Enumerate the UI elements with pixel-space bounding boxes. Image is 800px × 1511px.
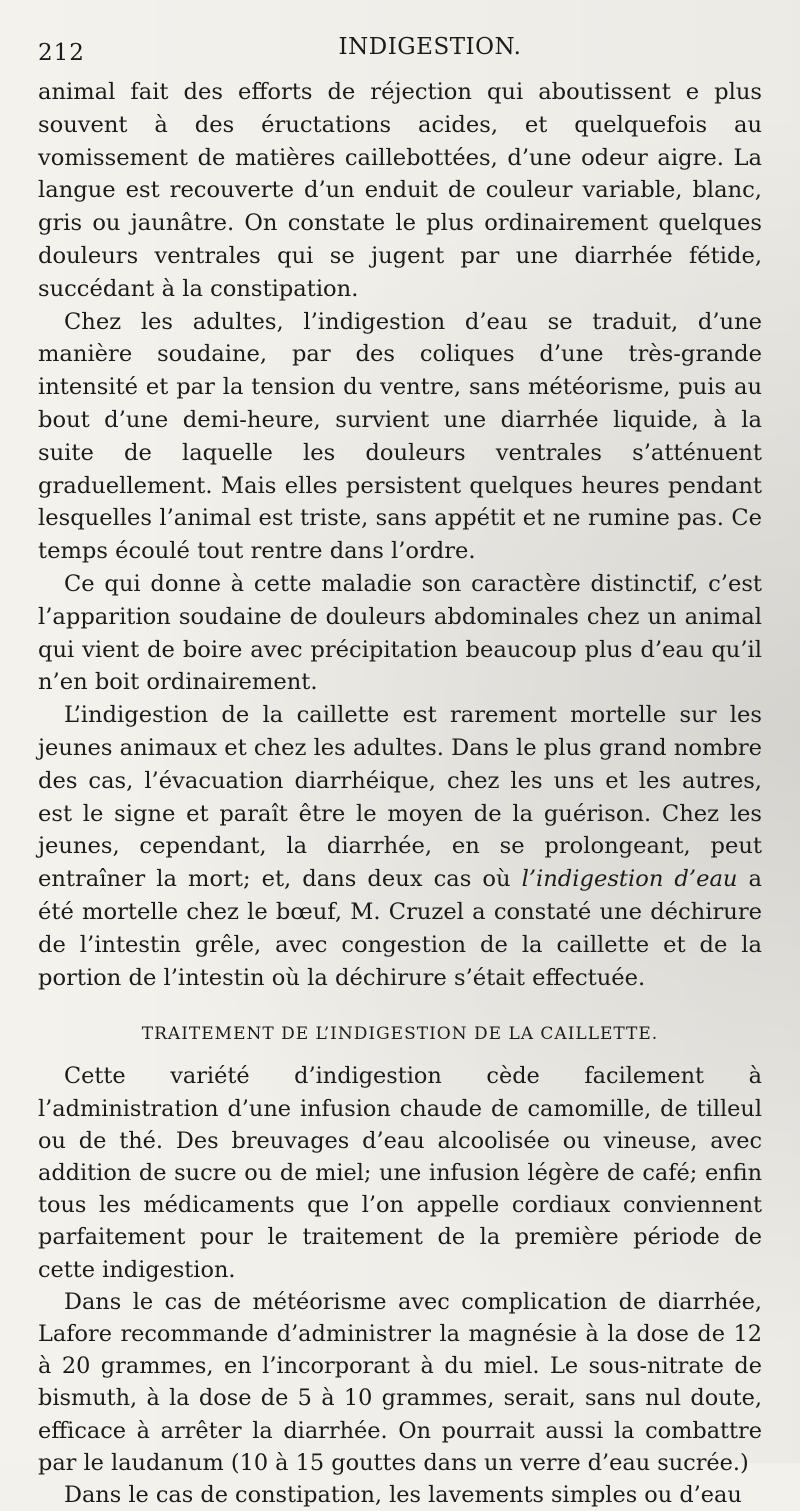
- paragraph-4-part-1: L’indigestion de la caillette est rarement mortelle sur les jeunes animaux et chez les adultes. Dans le plus grand nombre des cas, l’évacuation diarrhéique, chez les uns et les autres, est le signe et paraît être le moyen de la guérison. Chez les jeunes, cependant, la diarrhée, en se prolongeant, peut entraîner la mort; et, dans deux cas où: [38, 702, 762, 893]
- paragraph-4: [38, 699, 762, 994]
- page-number: 212: [38, 40, 85, 66]
- paragraph-4-italic: l’indigestion d’eau: [521, 866, 738, 893]
- paragraph-1: animal fait des efforts de réjection qui aboutissent e plus souvent à des éructations acides, et quelquefois au vomissement de matières caillebottées, d’une odeur aigre. La langue est recouverte d’un enduit de couleur variable, blanc, gris ou jaunâtre. On constate le plus ordinairement quelques douleurs ventrales qui se jugent par une diarrhée fétide, succédant à la constipation.: [38, 79, 762, 302]
- body-text: [38, 76, 762, 994]
- section-heading: TRAITEMENT DE L’INDIGESTION DE LA CAILLETTE.: [141, 1024, 659, 1045]
- paragraph-7: Dans le cas de constipation, les lavements simples ou d’eau: [64, 1481, 742, 1508]
- paragraph-4-part-2: a été mortelle chez le bœuf, M. Cruzel a constaté une déchirure de l’intestin grêle, avec congestion de la caillette et de la portion de l’intestin où la déchirure s’était effectuée.: [38, 866, 762, 991]
- page-header: [38, 30, 762, 76]
- paragraph-3: Ce qui donne à cette maladie son caractère distinctif, c’est l’apparition soudaine de douleurs abdominales chez un animal qui vient de boire avec précipitation beaucoup plus d’eau qu’il n’en boit ordinairement.: [38, 570, 762, 696]
- paragraph-5: Cette variété d’indigestion cède facilement à l’administration d’une infusion chaude de camomille, de tilleul ou de thé. Des breuvages d’eau alcoolisée ou vineuse, avec addition de sucre ou de miel; une infusion légère de café; enfin tous les médicaments que l’on appelle cordiaux conviennent parfaitement pour le traitement de la première période de cette indigestion.: [38, 1063, 762, 1283]
- paragraph-2: Chez les adultes, l’indigestion d’eau se traduit, d’une manière soudaine, par des coliques d’une très-grande intensité et par la tension du ventre, sans météorisme, puis au bout d’une demi-heure, survient une diarrhée liquide, à la suite de laquelle les douleurs ventrales s’atténuent graduellement. Mais elles persistent quelques heures pendant lesquelles l’animal est triste, sans appétit et ne rumine pas. Ce temps écoulé tout rentre dans l’ordre.: [38, 308, 762, 565]
- paragraph-6: Dans le cas de météorisme avec complication de diarrhée, Lafore recommande d’administrer la magnésie à la dose de 12 à 20 grammes, en l’incorporant à du miel. Le sous-nitrate de bismuth, à la dose de 5 à 10 grammes, serait, sans nul doute, efficace à arrêter la diarrhée. On pourrait aussi la combattre par le laudanum (10 à 15 gouttes dans un verre d’eau sucrée.): [38, 1288, 762, 1476]
- running-head: INDIGESTION.: [338, 34, 522, 60]
- section-text: [38, 1060, 762, 1511]
